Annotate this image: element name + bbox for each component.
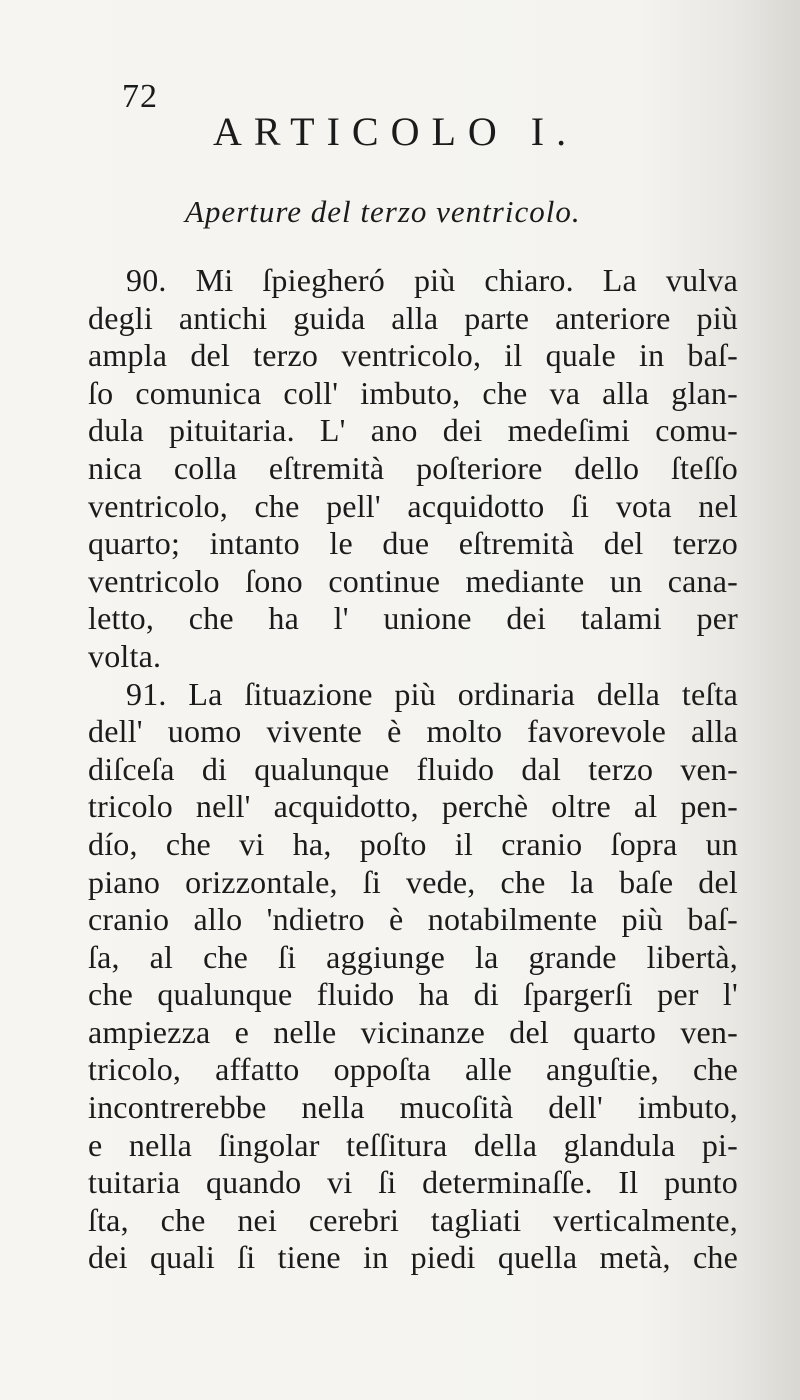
text-line: nica colla eſtremità poſteriore dello ſteſſo [88,449,738,486]
text-line: dell' uomo vivente è molto favorevole alla [88,713,738,750]
text-line: 91. La ſituazione più ordinaria della teſta [126,675,738,712]
paragraph-90 [88,262,738,676]
text-line: ampiezza e nelle vicinanze del quarto ven- [88,1013,738,1050]
text-line: volta. [88,637,162,674]
text-line: diſceſa di qualunque fluido dal terzo ven- [88,750,738,787]
text-line: 90. Mi ſpiegheró più chiaro. La vulva [126,262,738,298]
text-line: ſo comunica coll' imbuto, che va alla glan- [88,374,738,411]
text-line: quarto; intanto le due eſtremità del terzo [88,525,738,562]
text-line: tuitaria quando vi ſi determinaſſe. Il punto [88,1164,738,1201]
page-number: 72 [122,78,158,115]
text-line: dula pituitaria. L' ano dei medeſimi comu- [88,412,738,449]
text-line: dío, che vi ha, poſto il cranio ſopra un [88,825,738,862]
text-line: degli antichi guida alla parte anteriore più [88,299,738,336]
text-line: letto, che ha l' unione dei talami per [88,600,738,637]
text-line: ventricolo, che pell' acquidotto ſi vota nel [88,487,738,524]
text-line: ſa, al che ſi aggiunge la grande libertà, [88,938,738,975]
text-line: cranio allo 'ndietro è notabilmente più baſ- [88,901,738,938]
paragraph-91 [88,676,738,1278]
section-subtitle: Aperture del terzo ventricolo. [185,194,581,229]
text-line: incontrerebbe nella mucoſità dell' imbuto, [88,1089,738,1126]
text-line: tricolo nell' acquidotto, perchè oltre al pen- [88,788,738,825]
text-line: ventricolo ſono continue mediante un cana- [88,562,738,599]
text-line: che qualunque fluido ha di ſpargerſi per l' [88,976,738,1013]
text-line: tricolo, affatto oppoſta alle anguſtie, che [88,1051,738,1088]
text-line: ampla del terzo ventricolo, il quale in baſ- [88,337,738,374]
text-line: ſta, che nei cerebri tagliati verticalmente, [88,1201,738,1238]
text-line: e nella ſingolar teſſitura della glandula pi- [88,1126,738,1163]
article-heading: ARTICOLO I. [213,109,579,154]
text-line: dei quali ſi tiene in piedi quella metà, che [88,1239,738,1276]
text-line: piano orizzontale, ſi vede, che la baſe del [88,863,738,900]
body-text [88,262,738,1277]
